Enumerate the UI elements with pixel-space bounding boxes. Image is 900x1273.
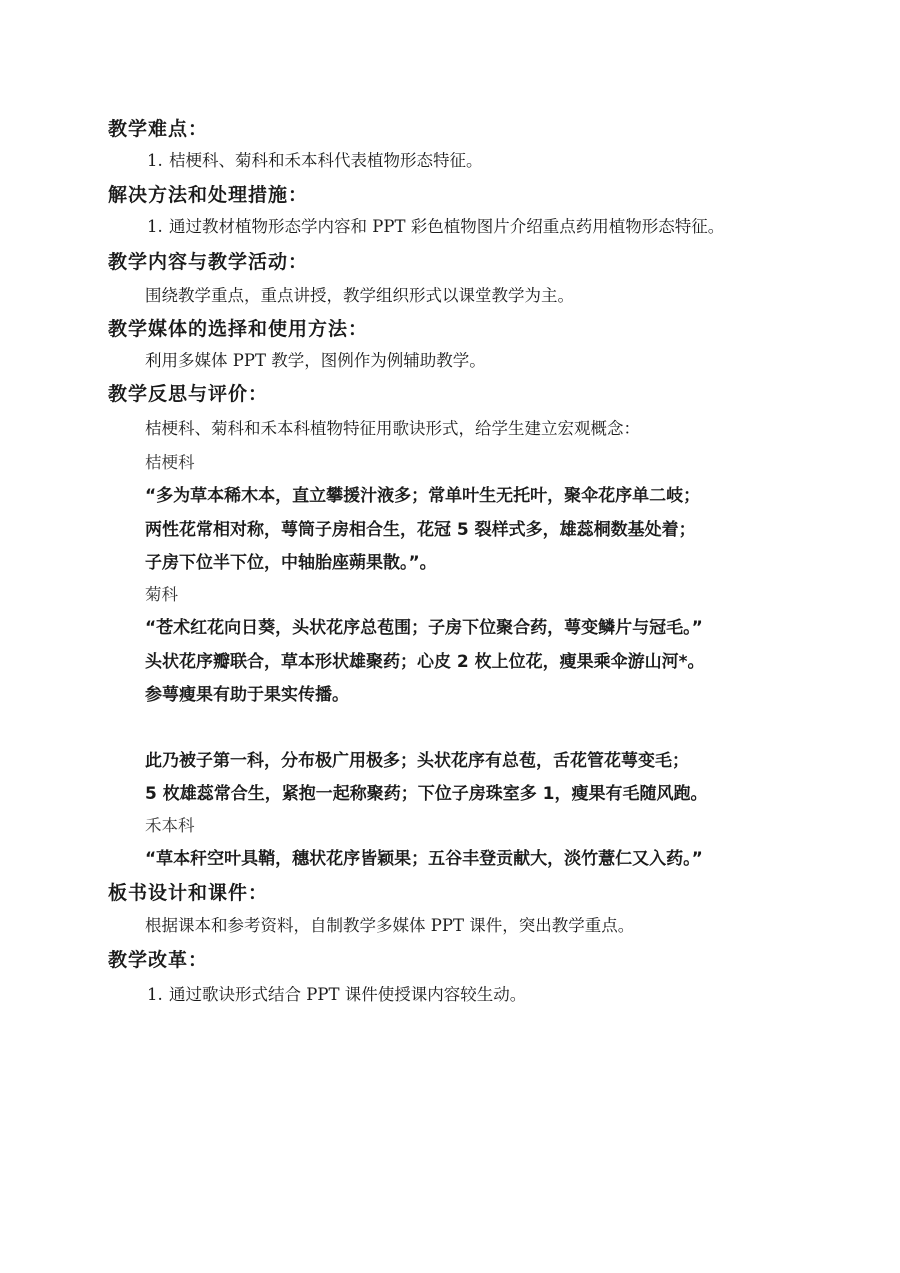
reform-item-1 bbox=[147, 987, 526, 1004]
list-item-text: 通过歌诀形式结合 PPT 课件使授课内容较生动。 bbox=[169, 985, 527, 1004]
media-text: 利用多媒体 PPT 教学，图例作为例辅助教学。 bbox=[145, 351, 486, 370]
verse-line: 参萼瘦果有助于果实传播。 bbox=[145, 685, 349, 705]
heading-reflection: 教学反思与评价： bbox=[108, 383, 269, 405]
list-number: 1. bbox=[147, 217, 163, 236]
heading-teaching-difficulty: 教学难点： bbox=[108, 118, 209, 140]
content-text: 围绕教学重点，重点讲授，教学组织形式以课堂教学为主。 bbox=[145, 286, 574, 305]
verse-line: 此乃被子第一科，分布极广用极多；头状花序有总苞，舌花管花萼变毛； bbox=[145, 751, 689, 771]
verse-line: “草本秆空叶具鞘，穗状花序皆颖果；五谷丰登贡献大，淡竹薏仁又入药。” bbox=[145, 849, 703, 869]
family-label-poaceae: 禾本科 bbox=[145, 816, 195, 835]
verse-line: “多为草本稀木本，直立攀援汁液多；常单叶生无托叶，聚伞花序单二岐； bbox=[145, 486, 701, 506]
heading-board-design: 板书设计和课件： bbox=[108, 882, 269, 904]
heading-teaching-reform: 教学改革： bbox=[108, 949, 209, 971]
heading-teaching-media: 教学媒体的选择和使用方法： bbox=[108, 318, 369, 340]
board-text: 根据课本和参考资料，自制教学多媒体 PPT 课件，突出教学重点。 bbox=[145, 916, 635, 935]
difficulty-item-1 bbox=[147, 153, 483, 170]
verse-line: 5 枚雄蕊常合生，紧抱一起称聚药；下位子房珠室多 1，瘦果有毛随风跑。 bbox=[145, 784, 708, 804]
heading-teaching-content: 教学内容与教学活动： bbox=[108, 251, 309, 273]
family-label-asteraceae: 菊科 bbox=[145, 585, 178, 604]
verse-line: “苍术红花向日葵，头状花序总苞围；子房下位聚合药，萼变鳞片与冠毛。” bbox=[145, 618, 703, 638]
heading-solution-methods: 解决方法和处理措施： bbox=[108, 184, 309, 206]
verse-line: 头状花序瓣联合，草本形状雄聚药；心皮 2 枚上位花，瘦果乘伞游山河*。 bbox=[145, 652, 705, 672]
family-label-campanulaceae: 桔梗科 bbox=[145, 453, 195, 472]
reflection-intro: 桔梗科、菊科和禾本科植物特征用歌诀形式，给学生建立宏观概念： bbox=[145, 419, 640, 438]
list-number: 1. bbox=[147, 985, 163, 1004]
verse-line: 子房下位半下位，中轴胎座蒴果散。”。 bbox=[145, 553, 437, 573]
verse-line: 两性花常相对称，萼筒子房相合生，花冠 5 裂样式多，雄蕊桐数基处着； bbox=[145, 520, 696, 540]
list-item-text: 桔梗科、菊科和禾本科代表植物形态特征。 bbox=[169, 151, 483, 170]
list-item-text: 通过教材植物形态学内容和 PPT 彩色植物图片介绍重点药用植物形态特征。 bbox=[169, 217, 725, 236]
list-number: 1. bbox=[147, 151, 163, 170]
solution-item-1 bbox=[147, 219, 724, 236]
